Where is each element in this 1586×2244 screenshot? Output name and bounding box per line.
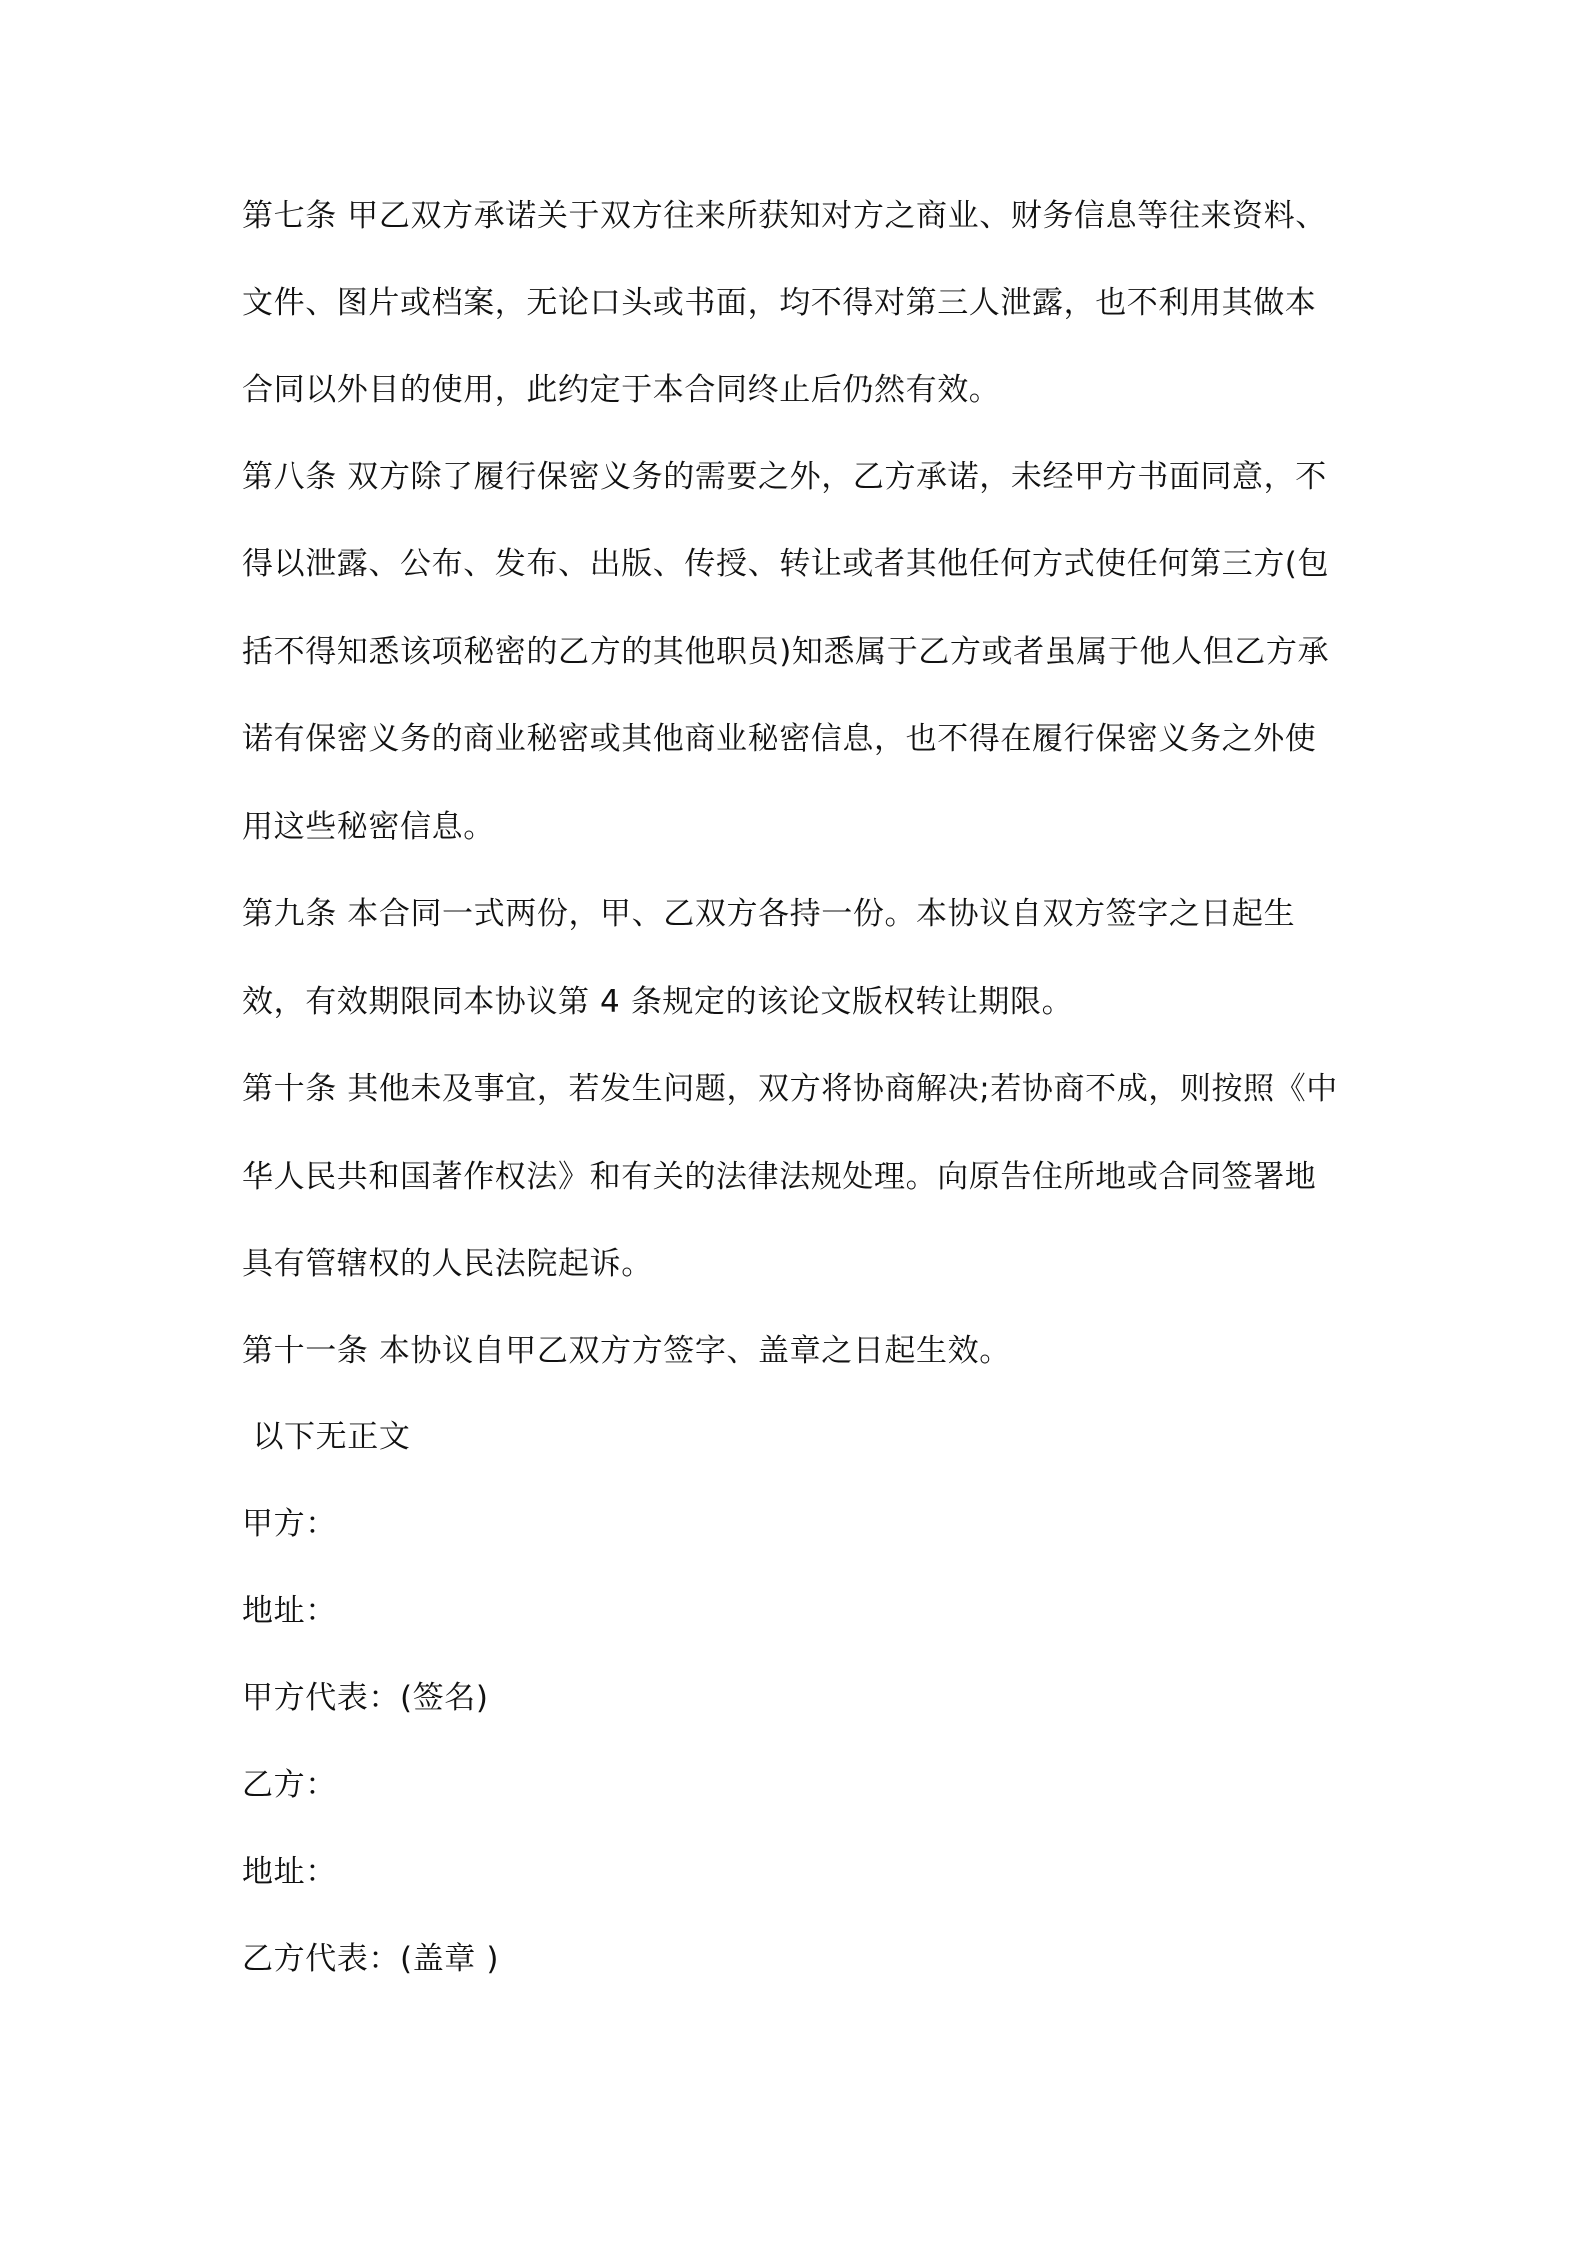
party-b-label: 乙方： xyxy=(242,1767,337,1803)
article-8-line-1: 第八条 双方除了履行保密义务的需要之外，乙方承诺，未经甲方书面同意，不 xyxy=(242,459,1327,495)
article-11-line-1: 第十一条 本协议自甲乙双方方签字、盖章之日起生效。 xyxy=(242,1333,1011,1369)
article-7-line-1: 第七条 甲乙双方承诺关于双方往来所获知对方之商业、财务信息等往来资料、 xyxy=(242,198,1327,234)
article-8-line-4: 诺有保密义务的商业秘密或其他商业秘密信息，也不得在履行保密义务之外使 xyxy=(242,721,1317,757)
party-a-label: 甲方： xyxy=(242,1506,337,1542)
article-9-line-1: 第九条 本合同一式两份，甲、乙双方各持一份。本协议自双方签字之日起生 xyxy=(242,896,1296,932)
party-a-address-label: 地址： xyxy=(242,1593,337,1629)
article-8-line-3: 括不得知悉该项秘密的乙方的其他职员)知悉属于乙方或者虽属于他人但乙方承 xyxy=(242,634,1330,670)
article-10-line-2: 华人民共和国著作权法》和有关的法律法规处理。向原告住所地或合同签署地 xyxy=(242,1159,1317,1195)
article-10-line-3: 具有管辖权的人民法院起诉。 xyxy=(242,1246,653,1282)
article-10-line-1: 第十条 其他未及事宜，若发生问题，双方将协商解决;若协商不成，则按照《中 xyxy=(242,1071,1338,1107)
article-7-line-3: 合同以外目的使用，此约定于本合同终止后仍然有效。 xyxy=(242,372,1001,408)
article-8-line-2: 得以泄露、公布、发布、出版、传授、转让或者其他任何方式使任何第三方(包 xyxy=(242,546,1330,582)
no-further-text: 以下无正文 xyxy=(242,1419,411,1455)
article-7-line-2: 文件、图片或档案，无论口头或书面，均不得对第三人泄露，也不利用其做本 xyxy=(242,285,1317,321)
party-b-address-label: 地址： xyxy=(242,1854,337,1890)
article-9-line-2: 效，有效期限同本协议第 4 条规定的该论文版权转让期限。 xyxy=(242,984,1074,1020)
article-8-line-5: 用这些秘密信息。 xyxy=(242,809,495,845)
party-b-representative-label: 乙方代表：(盖章 ) xyxy=(242,1941,500,1977)
party-a-representative-label: 甲方代表：(签名) xyxy=(242,1680,489,1716)
